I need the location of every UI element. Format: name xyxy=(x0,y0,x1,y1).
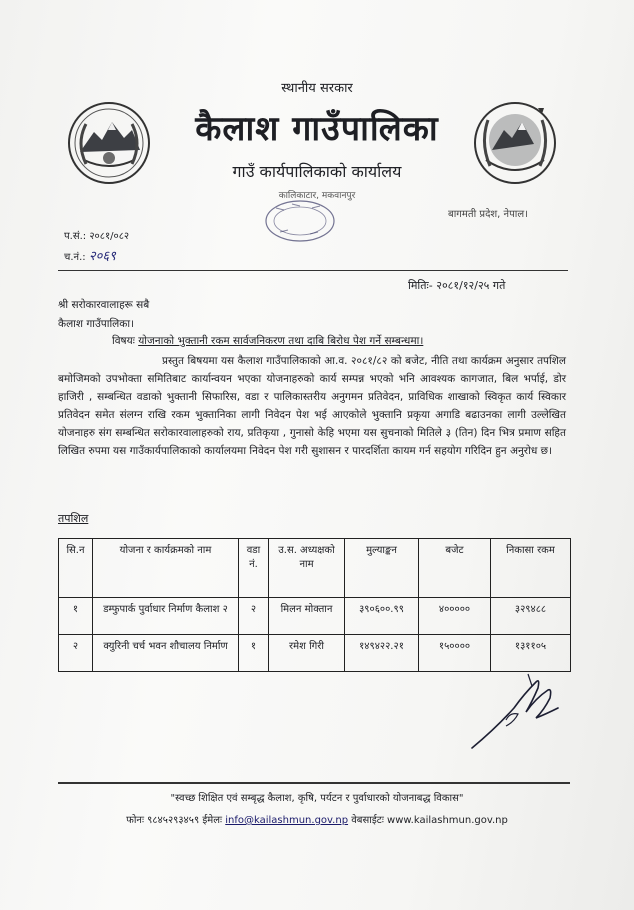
letter-no-label: प.सं.: xyxy=(64,231,87,242)
table-row xyxy=(59,598,571,635)
dispatch-no-label: च.नं.: xyxy=(64,252,86,263)
footer-website-link[interactable]: www.kailashmun.gov.np xyxy=(387,815,508,826)
subject-label: विषयः xyxy=(112,335,135,347)
government-label: स्थानीय सरकार xyxy=(281,81,353,96)
municipality-title: कैलाश गाउँपालिका xyxy=(195,109,439,149)
recipient-line-2: कैलाश गाउँपालिका। xyxy=(58,318,135,330)
footer-divider xyxy=(58,782,570,784)
table-cell: डम्फुपार्क पुर्वाधार निर्माण कैलाश २ xyxy=(93,598,239,635)
letter-no-value: २०८१/०८२ xyxy=(89,231,130,242)
table-cell: क्युरिनी चर्च भवन शौचालय निर्माण xyxy=(93,635,239,672)
footer-contact xyxy=(0,812,634,826)
footer-slogan: "स्वच्छ शिक्षित एवं सम्बृद्ध कैलाश, कृषि, पर्यटन र पुर्वाधारको योजनाबद्ध विकास" xyxy=(170,793,464,804)
table-cell: १४९४२२.२१ xyxy=(345,635,419,672)
footer-email-link[interactable]: info@kailashmun.gov.np xyxy=(225,815,349,826)
letter-date: मितिः- २०८१/१२/२५ गते xyxy=(408,279,506,292)
table-header-cell: बजेट xyxy=(419,539,491,598)
table-row xyxy=(59,635,571,672)
letter-body: प्रस्तुत बिषयमा यस कैलाश गाउँपालिकाको आ.व. २०८१/८२ को बजेट, नीति तथा कार्यक्रम अनुसार तपशिल बमोजिमको उपभोक्ता समितिबाट कार्यान्वयन भएका योजनाहरुको कार्य सम्पन्न भएको भनि आवश्यक कागजात, बिल भर्पाई, डोर हाजिरी , सम्बन्धित वडाको भुक्तानी सिफारिस, वडा र पालिकास्तरीय अनुगमन प्रतिवेदन, प्राविधिक शाखाको स्विकृत कार्य स्विकार प्रतिवेदन समेत संलग्न राखि रकम भुक्तानिका लागी निवेदन पेश भई आएकोले भुक्तानि प्रकृया अगाडि बढाउनका लागी उल्लेखित योजनाहरु संग सम्बन्धित सरोकारवालाहरुको राय, प्रतिकृया , गुनासो केहि भएमा यस सुचनाको मितिले ३ (तिन) दिन भित्र प्रमाण सहित लिखित रुपमा यस गाउँकार्यपालिकाको कार्यालयमा निवेदन पेश गरी सुशासन र पारदर्शिता कायम गर्न सहयोग गरिदिन हुन अनुरोध छ। xyxy=(58,355,566,457)
footer-website-label: वेबसाईटः xyxy=(351,815,384,826)
table-cell: १ xyxy=(239,635,269,672)
table-header-cell: वडा नं. xyxy=(239,539,269,598)
table-cell: १५०००० xyxy=(419,635,491,672)
table-header-cell: उ.स. अध्यक्षको नाम xyxy=(269,539,345,598)
office-address: कालिकाटार, मकवानपुर xyxy=(278,191,356,201)
province-label: बागमती प्रदेश, नेपाल। xyxy=(448,209,528,220)
table-header-cell: योजना र कार्यक्रमको नाम xyxy=(93,539,239,598)
subject-text: योजनाको भुक्तानी रकम सार्वजनिकरण तथा दाबि बिरोध पेश गर्ने सम्बन्धमा। xyxy=(138,335,424,347)
table-cell: रमेश गिरी xyxy=(269,635,345,672)
table-cell: ४००००० xyxy=(419,598,491,635)
table-header-cell: निकासा रकम xyxy=(491,539,571,598)
table-cell: ३९०६००.९९ xyxy=(345,598,419,635)
footer-phone: फोनः ९८४५२९३४५९ xyxy=(126,815,200,826)
header-divider xyxy=(58,270,568,271)
table-cell: २ xyxy=(59,635,93,672)
table-cell: मिलन मोक्तान xyxy=(269,598,345,635)
table-cell: २ xyxy=(239,598,269,635)
dispatch-no-value: २०६९ xyxy=(88,249,116,264)
signature-icon xyxy=(466,668,566,754)
recipient-line-1: श्री सरोकारवालाहरू सबै xyxy=(58,299,150,311)
reference-block xyxy=(64,228,129,264)
section-title: तपशिल xyxy=(58,512,89,525)
footer-email-label: ईमेलः xyxy=(202,815,223,826)
table-cell: १३११०५ xyxy=(491,635,571,672)
table-header-cell: सि.न xyxy=(59,539,93,598)
table-cell: १ xyxy=(59,598,93,635)
office-name: गाउँ कार्यपालिकाको कार्यालय xyxy=(232,162,402,181)
table-header-cell: मुल्याङ्कन xyxy=(345,539,419,598)
details-table xyxy=(58,538,571,672)
subject-line xyxy=(112,334,423,348)
table-header-row xyxy=(59,539,571,598)
office-stamp-icon xyxy=(262,196,338,246)
table-cell: ३२९४८८ xyxy=(491,598,571,635)
